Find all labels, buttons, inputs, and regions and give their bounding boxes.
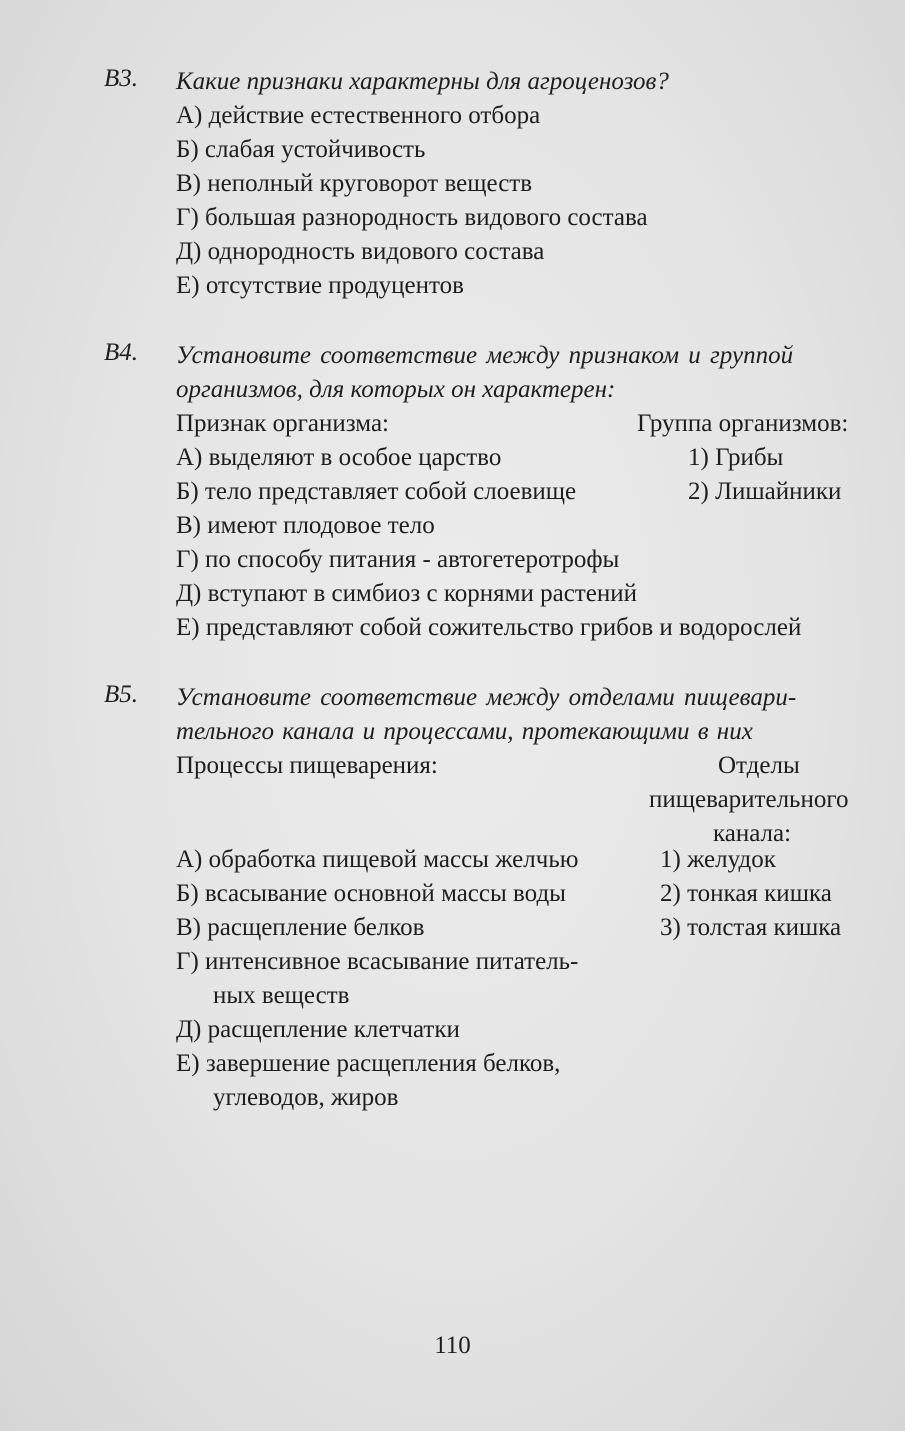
- answer-option: В) неполный круговорот веществ: [176, 170, 533, 197]
- question-number: B3.: [104, 65, 139, 92]
- right-column-header: Группа организмов:: [637, 410, 849, 437]
- answer-option: В) расщепление белков: [176, 914, 425, 941]
- answer-option: Г) интенсивное всасывание питатель-: [176, 948, 579, 975]
- answer-option: Е) представляют собой сожительство грибов и водорослей: [176, 614, 802, 641]
- question-number: B5.: [104, 681, 139, 708]
- answer-option: А) действие естественного отбора: [176, 102, 541, 129]
- answer-option: Г) большая разнородность видового состава: [176, 204, 648, 231]
- page-number: 110: [434, 1332, 471, 1359]
- answer-option-continuation: ных веществ: [213, 982, 350, 1009]
- answer-option: В) имеют плодовое тело: [176, 512, 435, 539]
- answer-option: Б) тело представляет собой слоевище: [176, 478, 577, 505]
- answer-option: А) обработка пищевой массы желчью: [176, 846, 579, 873]
- question-title-line: Установите соответствие между признаком и группой: [176, 342, 794, 369]
- question-title-line: организмов, для которых он характерен:: [176, 376, 616, 403]
- question-title: Какие признаки характерны для агроценозов?: [176, 68, 669, 95]
- answer-option: Е) отсутствие продуцентов: [176, 272, 464, 299]
- left-column-header: Признак организма:: [176, 410, 390, 437]
- answer-option: Б) слабая устойчивость: [176, 136, 426, 163]
- right-column-header-line: канала:: [713, 820, 792, 847]
- answer-option: А) выделяют в особое царство: [176, 444, 502, 471]
- group-option: 2) Лишайники: [688, 478, 842, 505]
- answer-option: Г) по способу питания - автогетеротрофы: [176, 546, 620, 573]
- section-option: 1) желудок: [660, 846, 776, 873]
- group-option: 1) Грибы: [688, 444, 784, 471]
- answer-option: Б) всасывание основной массы воды: [176, 880, 566, 907]
- answer-option: Д) вступают в симбиоз с корнями растений: [176, 580, 637, 607]
- answer-option: Е) завершение расщепления белков,: [176, 1050, 561, 1077]
- answer-option: Д) расщепление клетчатки: [176, 1016, 460, 1043]
- answer-option-continuation: углеводов, жиров: [213, 1084, 399, 1111]
- question-number: B4.: [104, 339, 139, 366]
- question-title-line: Установите соответствие между отделами пищевари-: [176, 684, 797, 711]
- left-column-header: Процессы пищеварения:: [176, 752, 438, 779]
- answer-option: Д) однородность видового состава: [176, 238, 545, 265]
- right-column-header-line: Отделы: [718, 752, 800, 779]
- section-option: 3) толстая кишка: [660, 914, 842, 941]
- right-column-header-line: пищеварительного: [649, 786, 849, 813]
- section-option: 2) тонкая кишка: [660, 880, 832, 907]
- question-title-line: тельного канала и процессами, протекающими в них: [176, 718, 753, 745]
